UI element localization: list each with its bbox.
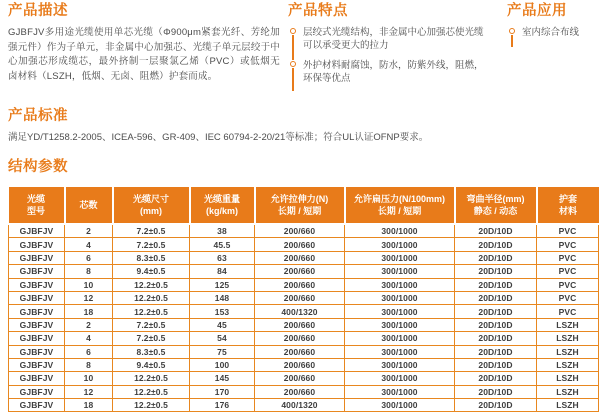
product-features-title: 产品特点 xyxy=(288,3,348,19)
table-cell: 9.4±0.5 xyxy=(113,358,190,371)
table-cell: 20D/10D xyxy=(455,345,537,358)
structural-parameters-title: 结构参数 xyxy=(8,159,68,175)
table-cell: 300/1000 xyxy=(345,385,455,398)
table-cell: 200/660 xyxy=(255,372,345,385)
table-cell: 63 xyxy=(190,251,255,264)
table-cell: 200/660 xyxy=(255,332,345,345)
section-product-applications xyxy=(507,3,597,46)
table-cell: GJBFJV xyxy=(9,358,65,371)
table-cell: 12.2±0.5 xyxy=(113,291,190,304)
feature-list xyxy=(290,26,492,85)
section-product-description xyxy=(8,3,280,84)
table-cell: 7.2±0.5 xyxy=(113,318,190,331)
table-cell: GJBFJV xyxy=(9,265,65,278)
table-row xyxy=(9,265,599,278)
table-cell: 20D/10D xyxy=(455,278,537,291)
table-row xyxy=(9,385,599,398)
table-cell: 6 xyxy=(65,345,113,358)
table-cell: GJBFJV xyxy=(9,305,65,318)
table-cell: 20D/10D xyxy=(455,318,537,331)
table-cell: 200/660 xyxy=(255,238,345,251)
table-cell: 8 xyxy=(65,265,113,278)
table-cell: PVC xyxy=(537,305,599,318)
table-cell: 2 xyxy=(65,318,113,331)
product-description-text: GJBFJV多用途光缆使用单芯光缆（Φ900μm紧套光纤、芳纶加强元件）作为子单元，非金属中心加强芯、光缆子单元层绞于中心加强芯形成缆芯，最外挤制一层聚氯乙烯（PVC）或低烟无卤材料（LSZH，低烟、无卤、阻燃）护套而成。 xyxy=(8,27,280,82)
table-row xyxy=(9,332,599,345)
table-cell: 20D/10D xyxy=(455,385,537,398)
table-cell: 300/1000 xyxy=(345,224,455,238)
table-cell: 20D/10D xyxy=(455,238,537,251)
table-cell: 125 xyxy=(190,278,255,291)
table-cell: 12.2±0.5 xyxy=(113,372,190,385)
table-cell: 200/660 xyxy=(255,224,345,238)
table-cell: 12 xyxy=(65,291,113,304)
table-cell: 8 xyxy=(65,358,113,371)
table-cell: 45 xyxy=(190,318,255,331)
table-cell: 18 xyxy=(65,399,113,412)
table-cell: 148 xyxy=(190,291,255,304)
table-cell: 300/1000 xyxy=(345,372,455,385)
table-cell: PVC xyxy=(537,238,599,251)
table-cell: 200/660 xyxy=(255,251,345,264)
table-cell: GJBFJV xyxy=(9,224,65,238)
table-cell: 153 xyxy=(190,305,255,318)
product-applications-title: 产品应用 xyxy=(507,3,567,19)
table-cell: 7.2±0.5 xyxy=(113,238,190,251)
application-item-text: 室内综合布线 xyxy=(522,27,580,38)
table-cell: PVC xyxy=(537,265,599,278)
table-header-row xyxy=(9,187,599,224)
column-header: 允许拉伸力(N) 长期 / 短期 xyxy=(255,187,345,224)
table-cell: 300/1000 xyxy=(345,332,455,345)
table-cell: 400/1320 xyxy=(255,305,345,318)
table-cell: 20D/10D xyxy=(455,372,537,385)
table-cell: 12.2±0.5 xyxy=(113,399,190,412)
table-cell: 200/660 xyxy=(255,358,345,371)
table-cell: 8.3±0.5 xyxy=(113,251,190,264)
table-row xyxy=(9,318,599,331)
table-cell: 12.2±0.5 xyxy=(113,305,190,318)
table-cell: 45.5 xyxy=(190,238,255,251)
pin-bullet-icon xyxy=(509,28,515,34)
table-cell: 300/1000 xyxy=(345,358,455,371)
table-cell: 20D/10D xyxy=(455,224,537,238)
table-cell: 75 xyxy=(190,345,255,358)
table-cell: 20D/10D xyxy=(455,265,537,278)
table-cell: 200/660 xyxy=(255,291,345,304)
table-cell: 170 xyxy=(190,385,255,398)
table-cell: 12.2±0.5 xyxy=(113,385,190,398)
table-cell: 300/1000 xyxy=(345,291,455,304)
product-standards-title: 产品标准 xyxy=(8,108,68,124)
table-cell: 300/1000 xyxy=(345,278,455,291)
table-cell: LSZH xyxy=(537,372,599,385)
feature-item xyxy=(290,26,492,52)
table-cell: 2 xyxy=(65,224,113,238)
table-cell: 100 xyxy=(190,358,255,371)
table-cell: LSZH xyxy=(537,399,599,412)
table-row xyxy=(9,291,599,304)
table-row xyxy=(9,372,599,385)
table-row xyxy=(9,345,599,358)
table-cell: 9.4±0.5 xyxy=(113,265,190,278)
table-cell: 20D/10D xyxy=(455,251,537,264)
table-cell: 7.2±0.5 xyxy=(113,224,190,238)
table-row xyxy=(9,399,599,412)
column-header: 光缆 型号 xyxy=(9,187,65,224)
product-standards-text: 满足YD/T1258.2-2005、ICEA-596、GR-409、IEC 60794-2-20/21等标准；符合UL认证OFNP要求。 xyxy=(8,132,429,143)
table-row xyxy=(9,305,599,318)
table-cell: 12 xyxy=(65,385,113,398)
table-cell: 200/660 xyxy=(255,318,345,331)
table-cell: 6 xyxy=(65,251,113,264)
table-row xyxy=(9,224,599,238)
column-header: 光缆重量 (kg/km) xyxy=(190,187,255,224)
table-cell: LSZH xyxy=(537,318,599,331)
table-cell: PVC xyxy=(537,278,599,291)
table-cell: GJBFJV xyxy=(9,318,65,331)
table-cell: 200/660 xyxy=(255,385,345,398)
column-header: 弯曲半径(mm) 静态 / 动态 xyxy=(455,187,537,224)
column-header: 芯数 xyxy=(65,187,113,224)
table-cell: GJBFJV xyxy=(9,238,65,251)
table-row xyxy=(9,238,599,251)
table-cell: 54 xyxy=(190,332,255,345)
feature-item-text: 层绞式光缆结构，非金属中心加强芯使光缆可以承受更大的拉力 xyxy=(303,27,484,51)
table-row xyxy=(9,358,599,371)
table-cell: LSZH xyxy=(537,332,599,345)
column-header: 护套 材料 xyxy=(537,187,599,224)
table-cell: GJBFJV xyxy=(9,372,65,385)
table-cell: 300/1000 xyxy=(345,251,455,264)
table-cell: PVC xyxy=(537,291,599,304)
table-cell: 400/1320 xyxy=(255,399,345,412)
application-item xyxy=(509,26,597,39)
section-product-standards xyxy=(8,108,596,146)
pin-bullet-icon xyxy=(290,28,296,34)
table-cell: 300/1000 xyxy=(345,305,455,318)
table-cell: PVC xyxy=(537,224,599,238)
table-cell: 10 xyxy=(65,372,113,385)
structural-parameters-table xyxy=(8,187,599,412)
table-cell: 300/1000 xyxy=(345,238,455,251)
product-description-title: 产品描述 xyxy=(8,3,68,19)
feature-item-text: 外护材料耐腐蚀，防水，防紫外线，阻燃，环保等优点 xyxy=(303,60,484,84)
feature-item xyxy=(290,59,492,85)
table-cell: 200/660 xyxy=(255,278,345,291)
table-cell: 300/1000 xyxy=(345,345,455,358)
table-cell: GJBFJV xyxy=(9,345,65,358)
table-row xyxy=(9,251,599,264)
table-cell: 200/660 xyxy=(255,265,345,278)
table-row xyxy=(9,278,599,291)
table-cell: 4 xyxy=(65,238,113,251)
table-cell: 20D/10D xyxy=(455,399,537,412)
table-cell: GJBFJV xyxy=(9,278,65,291)
column-header: 允许扁压力(N/100mm) 长期 / 短期 xyxy=(345,187,455,224)
table-cell: 7.2±0.5 xyxy=(113,332,190,345)
table-cell: 8.3±0.5 xyxy=(113,345,190,358)
table-cell: LSZH xyxy=(537,385,599,398)
table-cell: 10 xyxy=(65,278,113,291)
column-header: 光缆尺寸 (mm) xyxy=(113,187,190,224)
table-cell: 200/660 xyxy=(255,345,345,358)
table-cell: 176 xyxy=(190,399,255,412)
table-cell: 145 xyxy=(190,372,255,385)
table-cell: LSZH xyxy=(537,345,599,358)
table-cell: 300/1000 xyxy=(345,399,455,412)
table-cell: 20D/10D xyxy=(455,305,537,318)
pin-bullet-icon xyxy=(290,61,296,67)
application-list xyxy=(509,26,597,39)
section-product-features xyxy=(288,3,492,92)
table-cell: 38 xyxy=(190,224,255,238)
table-cell: 300/1000 xyxy=(345,265,455,278)
table-cell: GJBFJV xyxy=(9,332,65,345)
table-cell: 300/1000 xyxy=(345,318,455,331)
table-cell: 12.2±0.5 xyxy=(113,278,190,291)
table-cell: GJBFJV xyxy=(9,291,65,304)
table-cell: 20D/10D xyxy=(455,332,537,345)
table-cell: 20D/10D xyxy=(455,291,537,304)
table-cell: 4 xyxy=(65,332,113,345)
table-cell: GJBFJV xyxy=(9,385,65,398)
table-cell: 84 xyxy=(190,265,255,278)
table-cell: GJBFJV xyxy=(9,251,65,264)
table-cell: 20D/10D xyxy=(455,358,537,371)
table-cell: 18 xyxy=(65,305,113,318)
table-cell: GJBFJV xyxy=(9,399,65,412)
table-cell: PVC xyxy=(537,251,599,264)
table-cell: LSZH xyxy=(537,358,599,371)
